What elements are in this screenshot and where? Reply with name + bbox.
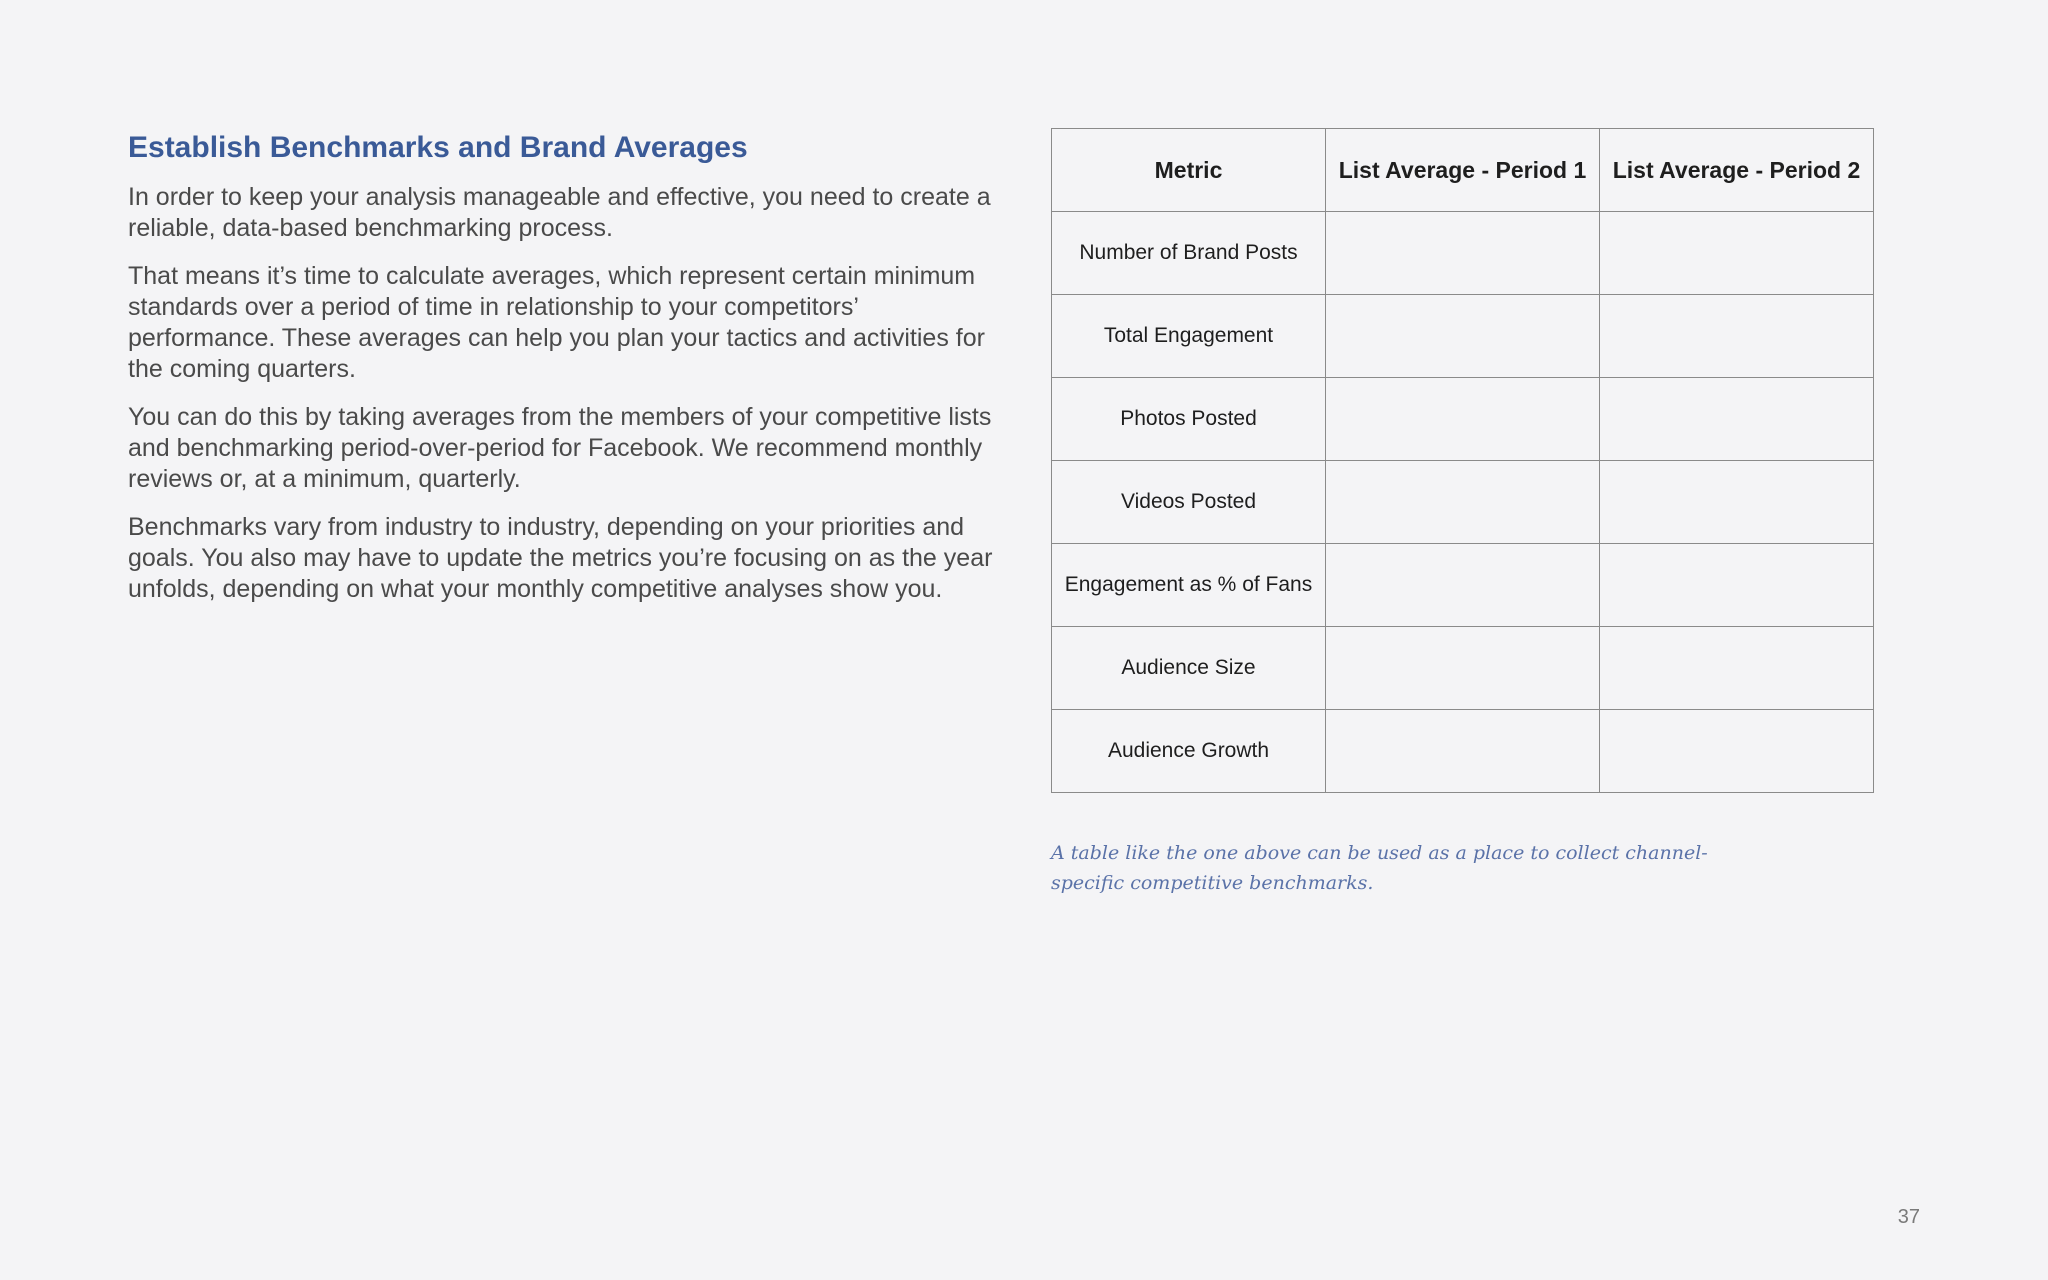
period-1-cell (1326, 627, 1600, 710)
period-1-cell (1326, 212, 1600, 295)
period-2-cell (1600, 627, 1874, 710)
metric-cell: Photos Posted (1052, 378, 1326, 461)
period-2-cell (1600, 212, 1874, 295)
content-column (128, 128, 1008, 622)
table-row (1052, 378, 1874, 461)
period-2-cell (1600, 378, 1874, 461)
period-2-cell (1600, 544, 1874, 627)
metric-cell: Audience Size (1052, 627, 1326, 710)
paragraph-averages: That means it’s time to calculate averages, which represent certain minimum standards over a period of time in relationship to your competitors’ performance. These averages can help you plan your tactics and activities for the coming quarters. (128, 262, 985, 383)
benchmark-table-container (1051, 128, 1874, 793)
header-period-2: List Average - Period 2 (1600, 129, 1874, 212)
period-2-cell (1600, 461, 1874, 544)
table-row (1052, 710, 1874, 793)
period-1-cell (1326, 544, 1600, 627)
table-row (1052, 544, 1874, 627)
table-row (1052, 461, 1874, 544)
metric-cell: Engagement as % of Fans (1052, 544, 1326, 627)
period-1-cell (1326, 295, 1600, 378)
metric-cell: Number of Brand Posts (1052, 212, 1326, 295)
period-2-cell (1600, 710, 1874, 793)
period-1-cell (1326, 461, 1600, 544)
period-2-cell (1600, 295, 1874, 378)
section-heading: Establish Benchmarks and Brand Averages (128, 131, 748, 164)
table-header-row (1052, 129, 1874, 212)
paragraph-variation: Benchmarks vary from industry to industry, depending on your priorities and goals. You also may have to update the metrics you’re focusing on as the year unfolds, depending on what your monthly competitive analyses show you. (128, 513, 993, 603)
benchmark-table (1051, 128, 1874, 793)
paragraph-intro: In order to keep your analysis manageable and effective, you need to create a reliable, data-based benchmarking process. (128, 183, 991, 242)
header-period-1: List Average - Period 1 (1326, 129, 1600, 212)
paragraph-method: You can do this by taking averages from the members of your competitive lists and benchmarking period-over-period for Facebook. We recommend monthly reviews or, at a minimum, quarterly. (128, 403, 992, 493)
period-1-cell (1326, 378, 1600, 461)
metric-cell: Total Engagement (1052, 295, 1326, 378)
metric-cell: Videos Posted (1052, 461, 1326, 544)
page-number: 37 (1897, 1206, 1920, 1228)
table-row (1052, 212, 1874, 295)
table-row (1052, 295, 1874, 378)
table-row (1052, 627, 1874, 710)
table-caption: A table like the one above can be used as a place to collect channel-specific competitive benchmarks. (1051, 842, 1708, 894)
period-1-cell (1326, 710, 1600, 793)
metric-cell: Audience Growth (1052, 710, 1326, 793)
header-metric: Metric (1052, 129, 1326, 212)
